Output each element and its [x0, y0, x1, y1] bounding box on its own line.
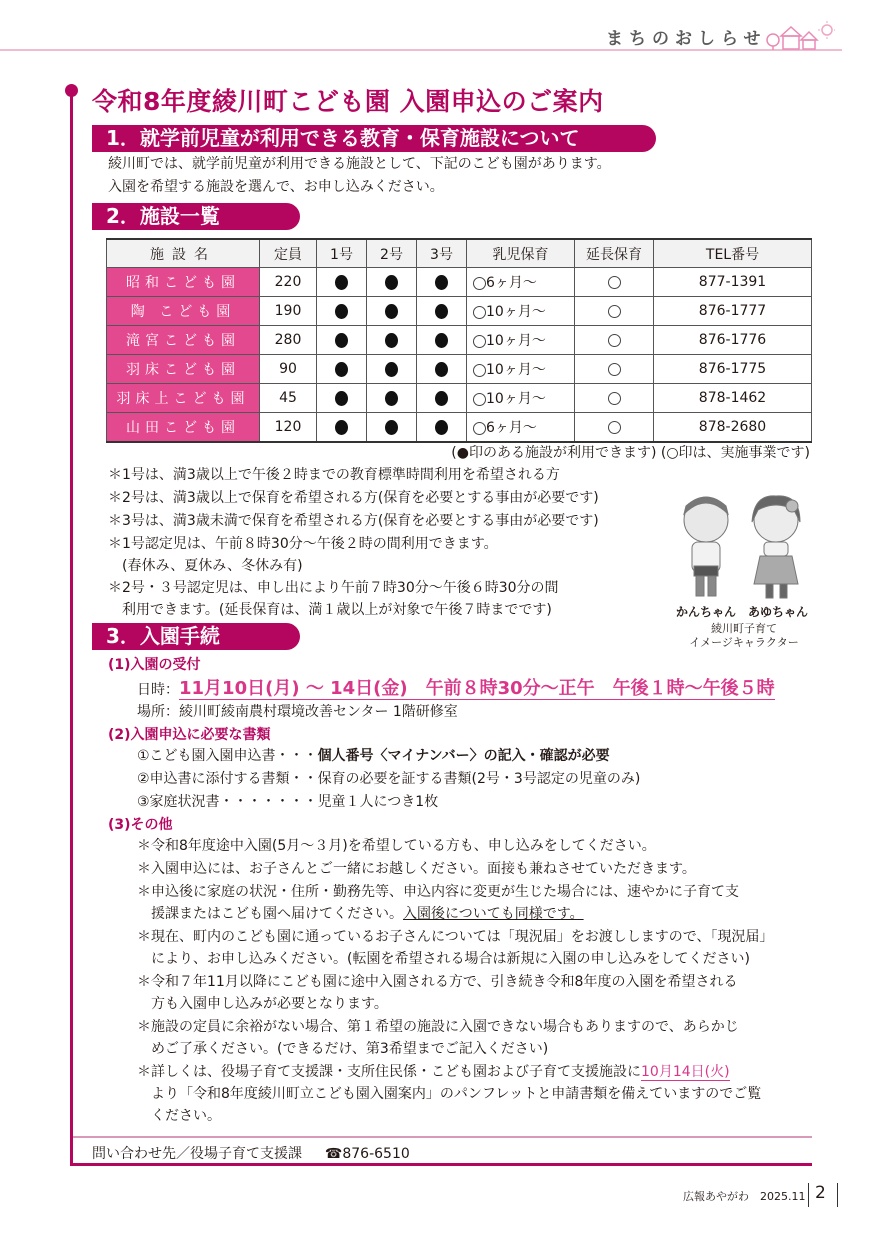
- contact-phone: 876-6510: [342, 1146, 410, 1162]
- extended-care-cell: [575, 326, 654, 355]
- capacity-cell: 45: [260, 384, 317, 413]
- type1-cell: [317, 355, 367, 384]
- tel-cell: 876-1775: [654, 355, 812, 384]
- subheading-reception: (1)入園の受付: [108, 657, 201, 673]
- other-note-continuation: 援課またはこども園へ届けてください。入園後についても同様です。: [151, 906, 584, 922]
- type1-cell: [317, 413, 367, 443]
- section-heading-3: 3．入園手続: [92, 623, 300, 650]
- extended-care-cell: [575, 355, 654, 384]
- col-header-type3: 3号: [417, 239, 467, 268]
- intro-line: 入園を希望する施設を選んで、お申し込みください。: [108, 179, 444, 195]
- type1-cell: [317, 297, 367, 326]
- page-number: 2: [815, 1183, 826, 1203]
- facility-table: [106, 238, 812, 443]
- note-item: ＊2号は、満3歳以上で保育を希望される方(保育を必要とする事由が必要です): [108, 490, 599, 506]
- type3-cell: [417, 326, 467, 355]
- col-header-type1: 1号: [317, 239, 367, 268]
- capacity-cell: 280: [260, 326, 317, 355]
- capacity-cell: 190: [260, 297, 317, 326]
- filled-circle-icon: [435, 333, 448, 348]
- filled-circle-icon: [335, 333, 348, 348]
- page-number-divider: [808, 1183, 809, 1207]
- publication-info: 広報あやがわ 2025.11: [683, 1190, 806, 1203]
- page-header: [0, 0, 872, 52]
- contact-divider: [73, 1136, 812, 1138]
- document-item: ②申込書に添付する書類・・保育の必要を証する書類(2号・3号認定の児童のみ): [137, 771, 641, 787]
- subheading-documents: (2)入園申込に必要な書類: [108, 727, 271, 743]
- place-value: 綾川町綾南農村環境改善センター 1階研修室: [179, 704, 458, 720]
- other-note-continuation: 方も入園申し込みが必要となります。: [151, 996, 388, 1012]
- open-circle-icon: [608, 276, 621, 289]
- document-item: ③家庭状況書・・・・・・・児童１人につき1枚: [137, 794, 439, 810]
- note-item: ＊1号認定児は、午前８時30分〜午後２時の間利用できます。: [108, 536, 498, 552]
- capacity-cell: 120: [260, 413, 317, 443]
- open-circle-icon: [608, 305, 621, 318]
- col-header-capacity: 定員: [260, 239, 317, 268]
- place-label: 場所：: [137, 704, 179, 720]
- section-heading-2: 2．施設一覧: [92, 203, 300, 230]
- document-item: ①こども園入園申込書・・・個人番号〈マイナンバー〉の記入・確認が必要: [137, 748, 610, 764]
- capacity-cell: 220: [260, 268, 317, 297]
- note-item: ＊2号・３号認定児は、申し出により午前７時30分〜午後６時30分の間: [108, 580, 559, 596]
- type3-cell: [417, 355, 467, 384]
- table-row: [107, 384, 812, 413]
- filled-circle-icon: [385, 391, 398, 406]
- type2-cell: [367, 384, 417, 413]
- filled-circle-icon: [385, 275, 398, 290]
- other-note-continuation: より「令和8年度綾川町立こども園入園案内」のパンフレットと申請書類を備えていますのでご覧: [151, 1086, 762, 1102]
- type2-cell: [367, 355, 417, 384]
- filled-circle-icon: [335, 391, 348, 406]
- open-circle-icon: [608, 363, 621, 376]
- facility-name: 羽床こども園: [107, 355, 260, 384]
- open-circle-icon: [473, 422, 486, 435]
- col-header-type2: 2号: [367, 239, 417, 268]
- type2-cell: [367, 268, 417, 297]
- facility-name: 山田こども園: [107, 413, 260, 443]
- frame-left-rule: [70, 90, 73, 1165]
- distribution-date: 10月14日(火): [641, 1064, 730, 1080]
- filled-circle-icon: [335, 420, 348, 435]
- open-circle-icon: [608, 421, 621, 434]
- table-row: [107, 268, 812, 297]
- infant-care-cell: 10ヶ月〜: [467, 384, 575, 413]
- type2-cell: [367, 413, 417, 443]
- page-title: 令和8年度綾川町こども園 入園申込のご案内: [92, 87, 604, 116]
- filled-circle-icon: [385, 333, 398, 348]
- type3-cell: [417, 268, 467, 297]
- filled-circle-icon: [385, 304, 398, 319]
- other-note-continuation: ください。: [151, 1108, 221, 1124]
- note-item: ＊1号は、満3歳以上で午後２時までの教育標準時間利用を希望される方: [108, 467, 560, 483]
- table-row: [107, 297, 812, 326]
- type2-cell: [367, 326, 417, 355]
- type1-cell: [317, 326, 367, 355]
- infant-care-cell: 6ヶ月〜: [467, 413, 575, 443]
- contact-label: 問い合わせ先／役場子育て支援課: [92, 1146, 302, 1162]
- col-header-tel: TEL番号: [654, 239, 812, 268]
- note-continuation: 利用できます。(延長保育は、満１歳以上が対象で午後７時までです): [122, 602, 552, 618]
- note-item: ＊3号は、満3歳未満で保育を希望される方(保育を必要とする事由が必要です): [108, 513, 599, 529]
- filled-circle-icon: [335, 275, 348, 290]
- facility-name: 陶 こども園: [107, 297, 260, 326]
- mascot-names: かんちゃん あゆちゃん: [676, 605, 809, 619]
- other-note: ＊令和７年11月以降にこども園に途中入園される方で、引き続き令和8年度の入園を希望される: [137, 974, 738, 990]
- table-header-row: [107, 239, 812, 268]
- filled-circle-icon: [435, 391, 448, 406]
- col-header-extended: 延長保育: [575, 239, 654, 268]
- other-note: ＊入園申込には、お子さんとご一緒にお越しください。面接も兼ねさせていただきます。: [137, 861, 696, 877]
- capacity-cell: 90: [260, 355, 317, 384]
- type2-cell: [367, 297, 417, 326]
- filled-circle-icon: [335, 304, 348, 319]
- filled-circle-icon: [435, 420, 448, 435]
- datetime-value: 11月10日(月) 〜 14日(金) 午前８時30分〜正午 午後１時〜午後５時: [179, 678, 775, 699]
- open-circle-icon: [608, 334, 621, 347]
- page-number-divider: [837, 1183, 838, 1207]
- facility-name: 昭和こども園: [107, 268, 260, 297]
- datetime-label: 日時：: [137, 682, 179, 698]
- reception-place: [137, 701, 458, 723]
- other-note-continuation: により、お申し込みください。(転園を希望される場合は新規に入園の申し込みをしてください): [151, 951, 750, 967]
- other-note-continuation: めご了承ください。(できるだけ、第3希望までご記入ください): [151, 1041, 549, 1057]
- mascot-caption: 綾川町子育て: [711, 622, 777, 635]
- other-note: ＊現在、町内のこども園に通っているお子さんについては「現況届」をお渡ししますので、「現況届」: [137, 929, 774, 945]
- facility-name: 羽床上こども園: [107, 384, 260, 413]
- other-note: ＊令和8年度途中入園(5月〜３月)を希望している方も、申し込みをしてください。: [137, 838, 656, 854]
- type1-cell: [317, 384, 367, 413]
- other-note: ＊施設の定員に余裕がない場合、第１希望の施設に入園できない場合もありますので、あらかじ: [137, 1019, 739, 1035]
- houses-sun-icon: [765, 20, 835, 50]
- mascot-caption: イメージキャラクター: [689, 636, 799, 649]
- open-circle-icon: [608, 392, 621, 405]
- telephone-icon: ☎: [324, 1146, 343, 1162]
- tel-cell: 878-1462: [654, 384, 812, 413]
- type3-cell: [417, 413, 467, 443]
- extended-care-cell: [575, 297, 654, 326]
- table-row: [107, 355, 812, 384]
- filled-circle-icon: [385, 420, 398, 435]
- table-legend: (●印のある施設が利用できます) (○印は、実施事業です): [451, 445, 810, 461]
- col-header-name: 施設名: [107, 239, 260, 268]
- filled-circle-icon: [435, 275, 448, 290]
- filled-circle-icon: [385, 362, 398, 377]
- open-circle-icon: [473, 393, 486, 406]
- intro-line: 綾川町では、就学前児童が利用できる施設として、下記のこども園があります。: [108, 156, 611, 172]
- reception-datetime: [137, 678, 775, 701]
- other-note: ＊詳しくは、役場子育て支援課・支所住民係・こども園および子育て支援施設に10月14日(火): [137, 1064, 730, 1080]
- extended-care-cell: [575, 413, 654, 443]
- filled-circle-icon: [335, 362, 348, 377]
- filled-circle-icon: [435, 304, 448, 319]
- mascot-characters-illustration: [668, 492, 818, 602]
- note-continuation: (春休み、夏休み、冬休み有): [122, 558, 303, 574]
- contact-info: [92, 1143, 410, 1163]
- open-circle-icon: [473, 277, 486, 290]
- open-circle-icon: [473, 364, 486, 377]
- table-row: [107, 413, 812, 443]
- tel-cell: 876-1776: [654, 326, 812, 355]
- subheading-other: (3)その他: [108, 817, 173, 833]
- tel-cell: 877-1391: [654, 268, 812, 297]
- infant-care-cell: 10ヶ月〜: [467, 326, 575, 355]
- type3-cell: [417, 297, 467, 326]
- section-label: まちのおしらせ: [606, 29, 767, 49]
- filled-circle-icon: [435, 362, 448, 377]
- open-circle-icon: [473, 306, 486, 319]
- extended-care-cell: [575, 268, 654, 297]
- tel-cell: 878-2680: [654, 413, 812, 443]
- facility-name: 滝宮こども園: [107, 326, 260, 355]
- frame-bottom-rule: [70, 1163, 812, 1166]
- infant-care-cell: 6ヶ月〜: [467, 268, 575, 297]
- infant-care-cell: 10ヶ月〜: [467, 297, 575, 326]
- section-heading-1: 1．就学前児童が利用できる教育・保育施設について: [92, 125, 656, 152]
- other-note: ＊申込後に家庭の状況・住所・勤務先等、申込内容に変更が生じた場合には、速やかに子育て支: [137, 884, 739, 900]
- col-header-infant: 乳児保育: [467, 239, 575, 268]
- type1-cell: [317, 268, 367, 297]
- table-row: [107, 326, 812, 355]
- tel-cell: 876-1777: [654, 297, 812, 326]
- open-circle-icon: [473, 335, 486, 348]
- header-rule: [0, 49, 842, 51]
- type3-cell: [417, 384, 467, 413]
- extended-care-cell: [575, 384, 654, 413]
- infant-care-cell: 10ヶ月〜: [467, 355, 575, 384]
